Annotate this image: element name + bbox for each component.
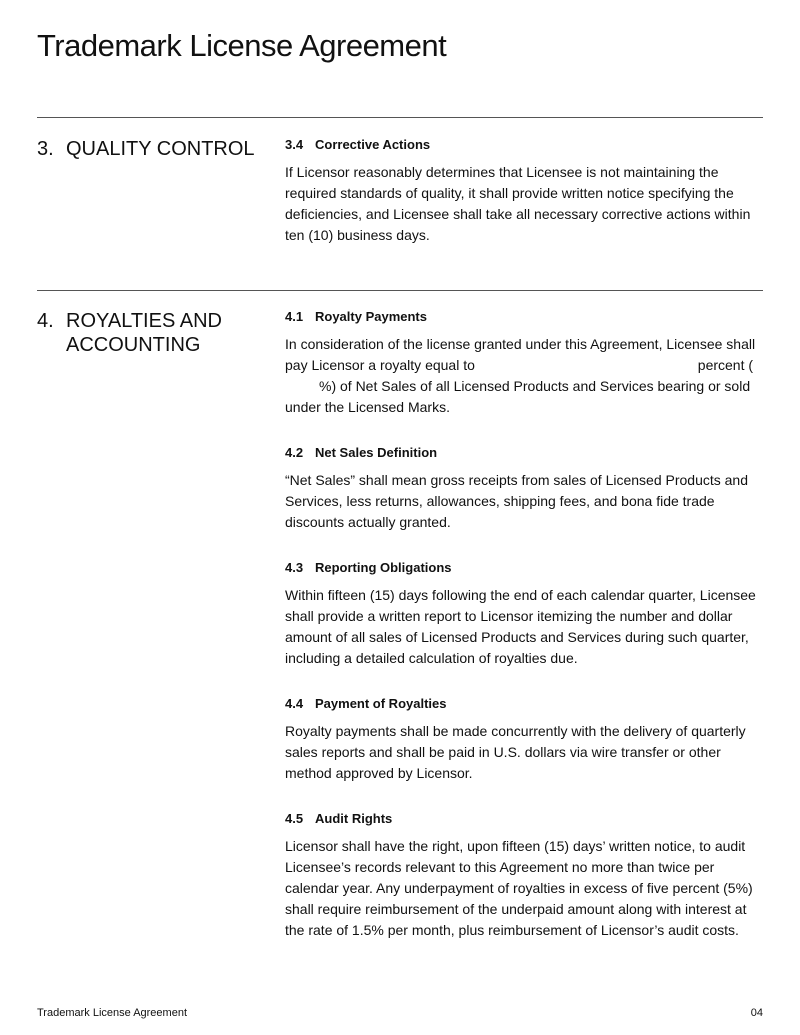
footer-document-title: Trademark License Agreement — [37, 1007, 187, 1019]
section-heading — [37, 309, 267, 357]
section-number: 3. — [37, 138, 54, 160]
page-number: 04 — [750, 1007, 763, 1019]
subsection-number: 4.5 — [285, 811, 304, 826]
document-title: Trademark License Agreement — [37, 28, 447, 63]
subsection-text: If Licensor reasonably determines that Licensee is not maintaining the required standards of quality, it shall provide written notice specifying the deficiencies, and Licensee shall take all necessary corrective actions within ten (10) business days. — [285, 164, 751, 243]
section-heading — [37, 137, 267, 161]
subsection — [285, 137, 760, 246]
divider — [37, 290, 763, 291]
section-title: ROYALTIES AND ACCOUNTING — [66, 310, 222, 356]
subsection-number: 4.2 — [285, 445, 304, 460]
subsection — [285, 560, 760, 669]
subsection-title-text: Corrective Actions — [315, 137, 431, 152]
subsection — [285, 445, 760, 533]
subsection-title — [285, 137, 760, 153]
text: %) of Net Sales of all Licensed Products and Services bearing or sold under the Licensed Marks. — [285, 378, 751, 415]
subsection-number: 4.4 — [285, 696, 304, 711]
subsection-title — [285, 445, 760, 461]
subsection-title-text: Payment of Royalties — [315, 696, 447, 711]
subsection — [285, 811, 760, 941]
royalty-percent-number-field[interactable] — [285, 377, 319, 397]
text: percent ( — [697, 357, 754, 373]
subsection-text — [285, 334, 760, 418]
subsection-text: Licensor shall have the right, upon fifteen (15) days’ written notice, to audit Licensee’s records relevant to this Agreement no more than twice per calendar year. Any underpayment of royalties in excess of five percent (5%) shall require reimbursement of the underpaid amount along with interest at the rate of 1.5% per month, plus reimbursement of Licensor’s audit costs. — [285, 838, 753, 938]
section-body — [285, 309, 760, 961]
subsection-number: 4.3 — [285, 560, 304, 575]
subsection-text: Royalty payments shall be made concurrently with the delivery of quarterly sales reports and shall be paid in U.S. dollars via wire transfer or other method approved by Licensor. — [285, 723, 746, 781]
section-number: 4. — [37, 310, 54, 332]
subsection — [285, 696, 760, 784]
subsection-title — [285, 560, 760, 576]
divider — [37, 117, 763, 118]
subsection-number: 4.1 — [285, 309, 304, 324]
subsection-title-text: Audit Rights — [315, 811, 393, 826]
subsection-title-text: Net Sales Definition — [315, 445, 438, 460]
section-body — [285, 137, 760, 266]
section-title: QUALITY CONTROL — [66, 138, 255, 160]
subsection — [285, 309, 760, 418]
subsection-title-text: Reporting Obligations — [315, 560, 452, 575]
subsection-text: Within fifteen (15) days following the end of each calendar quarter, Licensee shall provide a written report to Licensor itemizing the number and dollar amount of all sales of Licensed Products and Services during such quarter, including a detailed calculation of royalties due. — [285, 587, 756, 666]
subsection-title-text: Royalty Payments — [315, 309, 427, 324]
subsection-number: 3.4 — [285, 137, 304, 152]
royalty-percent-words-field[interactable] — [479, 356, 698, 376]
subsection-text: “Net Sales” shall mean gross receipts from sales of Licensed Products and Services, less returns, allowances, shipping fees, and bona fide trade discounts actually granted. — [285, 472, 748, 530]
subsection-title — [285, 696, 760, 712]
text: In consideration of the license granted under this Agreement, Licensee shall pay Licensor a royalty equal to — [285, 336, 756, 373]
subsection-title — [285, 811, 760, 827]
subsection-title — [285, 309, 760, 325]
